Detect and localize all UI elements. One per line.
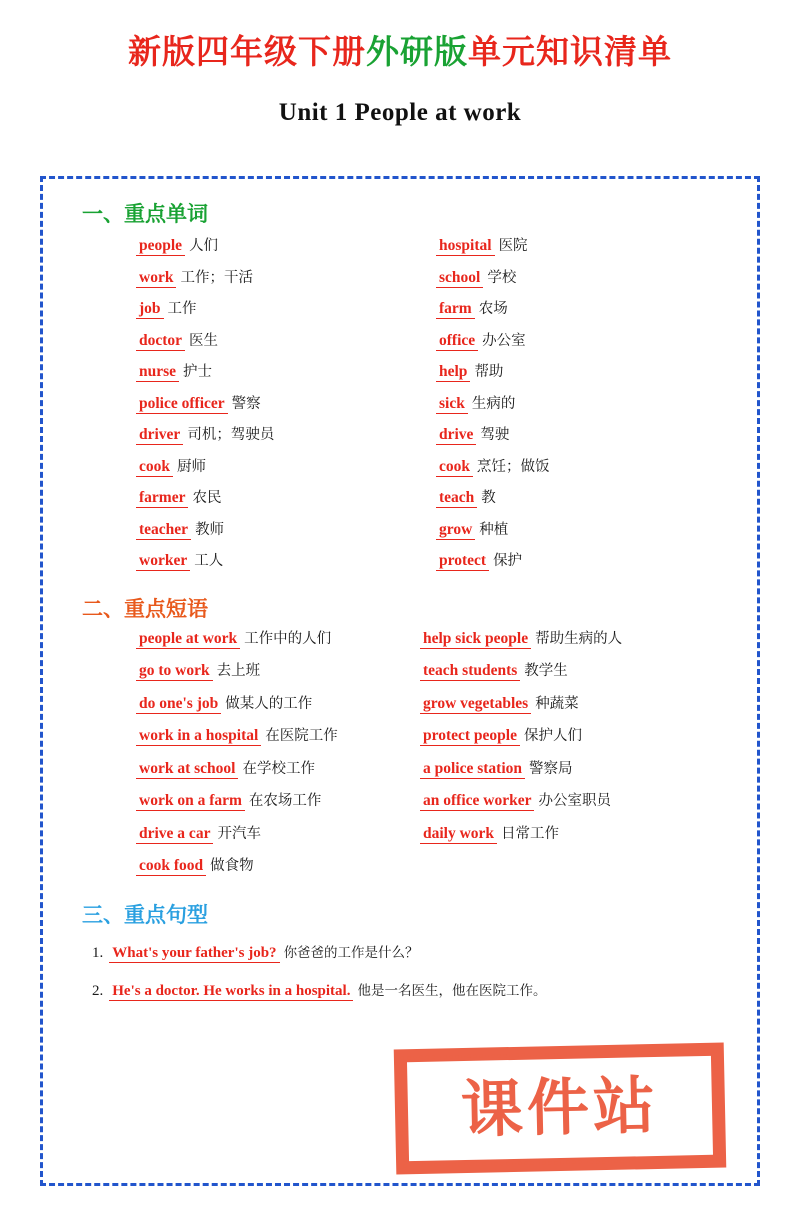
- word-cn: 种植: [479, 521, 509, 538]
- word-entry: [136, 522, 400, 538]
- phrase-en: work in a hospital: [136, 727, 261, 746]
- word-cn: 工人: [194, 553, 224, 569]
- phrase-cn: 帮助生病的人: [535, 630, 623, 647]
- word-en: sick: [436, 395, 468, 414]
- phrase-entry: [420, 631, 736, 647]
- word-entry: [136, 427, 400, 443]
- phrase-entry: [420, 728, 736, 744]
- phrase-entry: [136, 696, 400, 712]
- word-entry: [136, 490, 400, 506]
- sentences-list: [64, 941, 736, 1000]
- word-cn: 厨师: [177, 458, 206, 475]
- word-en: cook: [136, 458, 173, 477]
- phrase-en: do one's job: [136, 695, 221, 714]
- phrase-en: drive a car: [136, 825, 213, 844]
- phrase-cn: 在医院工作: [265, 728, 338, 744]
- watermark-stamp: [394, 1043, 727, 1175]
- unit-title: Unit 1 People at work: [278, 99, 522, 126]
- word-cn: 办公室: [482, 332, 526, 349]
- phrase-en: cook food: [136, 857, 206, 876]
- word-cn: 驾驶: [480, 427, 510, 443]
- word-cn: 护士: [183, 364, 213, 380]
- words-column-left: [64, 238, 400, 585]
- word-entry: [436, 459, 736, 475]
- sentence-number: 1.: [92, 944, 104, 961]
- word-entry: [436, 238, 736, 254]
- phrases-columns: [64, 631, 736, 891]
- word-entry: [136, 364, 400, 380]
- word-entry: [136, 270, 400, 286]
- word-entry: [436, 396, 736, 412]
- word-en: farmer: [136, 489, 188, 508]
- word-cn: 农民: [192, 490, 222, 506]
- sentence-en: What's your father's job?: [109, 945, 279, 963]
- phrase-entry: [136, 761, 400, 777]
- word-entry: [436, 427, 736, 443]
- phrase-cn: 办公室职员: [538, 793, 611, 809]
- phrase-en: work on a farm: [136, 792, 245, 811]
- section-heading-sentences: 三、重点句型: [82, 903, 208, 927]
- word-cn: 医院: [498, 238, 528, 254]
- word-cn: 烹饪；做饭: [477, 458, 550, 475]
- sentence-number: 2.: [92, 982, 104, 999]
- phrase-cn: 种蔬菜: [535, 695, 579, 712]
- phrase-entry: [136, 631, 400, 647]
- word-en: protect: [436, 552, 489, 571]
- phrase-entry: [136, 826, 400, 842]
- phrase-cn: 保护人们: [523, 728, 582, 744]
- phrase-cn: 警察局: [529, 760, 573, 777]
- word-en: teach: [436, 489, 477, 508]
- section-heading-words: 一、重点单词: [82, 203, 208, 226]
- word-en: people: [136, 237, 185, 256]
- word-en: worker: [136, 552, 190, 571]
- word-en: driver: [136, 426, 183, 445]
- phrase-en: an office worker: [420, 792, 534, 811]
- word-en: police officer: [136, 395, 228, 414]
- phrase-cn: 日常工作: [501, 825, 560, 842]
- word-cn: 保护: [493, 553, 523, 569]
- word-entry: [136, 333, 400, 349]
- phrase-entry: [420, 826, 736, 842]
- title-segment-3: 单元知识清单: [468, 33, 672, 70]
- word-entry: [436, 490, 736, 506]
- word-cn: 教: [481, 490, 496, 506]
- phrase-en: go to work: [136, 662, 213, 681]
- sentence-cn: 你爸爸的工作是什么？: [283, 944, 419, 960]
- phrase-entry: [420, 696, 736, 712]
- section-heading-phrases: 二、重点短语: [82, 597, 208, 621]
- word-en: cook: [436, 458, 473, 477]
- word-en: nurse: [136, 363, 179, 382]
- word-cn: 农场: [478, 301, 508, 317]
- sentence-en: He's a doctor. He works in a hospital.: [109, 983, 353, 1001]
- phrase-entry: [136, 663, 400, 679]
- phrases-column-left: [64, 631, 400, 891]
- word-cn: 帮助: [474, 364, 504, 380]
- phrase-entry: [420, 663, 736, 679]
- phrases-column-right: [400, 631, 736, 891]
- sentence-item: [92, 941, 736, 962]
- word-entry: [136, 238, 400, 254]
- word-entry: [136, 553, 400, 569]
- word-en: teacher: [136, 521, 191, 540]
- phrase-cn: 做食物: [210, 858, 254, 874]
- word-entry: [136, 459, 400, 475]
- phrase-en: teach students: [420, 662, 520, 681]
- sentence-item: [92, 979, 736, 1000]
- phrase-cn: 在农场工作: [248, 793, 322, 809]
- word-cn: 警察: [231, 395, 261, 412]
- phrase-entry: [420, 793, 736, 809]
- phrase-cn: 去上班: [216, 663, 261, 679]
- phrase-en: help sick people: [420, 630, 531, 649]
- word-entry: [436, 364, 736, 380]
- word-cn: 教师: [195, 521, 225, 538]
- title-segment-1: 新版四年级下册: [128, 33, 366, 70]
- phrase-cn: 在学校工作: [242, 760, 315, 777]
- word-entry: [436, 301, 736, 317]
- phrase-entry: [136, 728, 400, 744]
- word-cn: 医生: [189, 332, 219, 349]
- word-en: grow: [436, 521, 475, 540]
- word-cn: 工作；干活: [180, 269, 253, 286]
- word-cn: 工作: [167, 301, 197, 317]
- word-en: job: [136, 300, 164, 319]
- phrase-cn: 开汽车: [217, 825, 261, 842]
- word-en: drive: [436, 426, 476, 445]
- word-en: farm: [436, 300, 475, 319]
- word-entry: [136, 396, 400, 412]
- phrase-en: grow vegetables: [420, 695, 531, 714]
- word-cn: 学校: [487, 269, 517, 286]
- word-entry: [436, 553, 736, 569]
- word-en: help: [436, 363, 470, 382]
- word-en: school: [436, 269, 483, 288]
- word-entry: [436, 270, 736, 286]
- phrase-cn: 工作中的人们: [244, 630, 332, 647]
- sentence-cn: 他是一名医生，他在医院工作。: [357, 982, 547, 998]
- phrase-entry: [136, 793, 400, 809]
- word-en: doctor: [136, 332, 185, 351]
- content-area: [40, 176, 760, 1186]
- word-cn: 人们: [189, 238, 219, 254]
- phrase-entry: [420, 761, 736, 777]
- words-column-right: [400, 238, 736, 585]
- page-title: [0, 26, 800, 73]
- phrase-cn: 做某人的工作: [225, 695, 313, 712]
- word-en: office: [436, 332, 478, 351]
- words-columns: [64, 238, 736, 585]
- word-en: hospital: [436, 237, 495, 256]
- title-segment-2: 外研版: [366, 33, 468, 70]
- phrase-en: a police station: [420, 760, 525, 779]
- phrase-entry: [136, 858, 400, 874]
- watermark-text: 课件站: [460, 1071, 660, 1145]
- phrase-en: daily work: [420, 825, 497, 844]
- word-cn: 司机；驾驶员: [187, 427, 275, 443]
- word-entry: [436, 522, 736, 538]
- phrase-en: work at school: [136, 760, 238, 779]
- word-entry: [436, 333, 736, 349]
- phrase-cn: 教学生: [524, 663, 568, 679]
- phrase-en: people at work: [136, 630, 240, 649]
- word-cn: 生病的: [471, 395, 516, 412]
- word-entry: [136, 301, 400, 317]
- word-en: work: [136, 269, 176, 288]
- phrase-en: protect people: [420, 727, 520, 746]
